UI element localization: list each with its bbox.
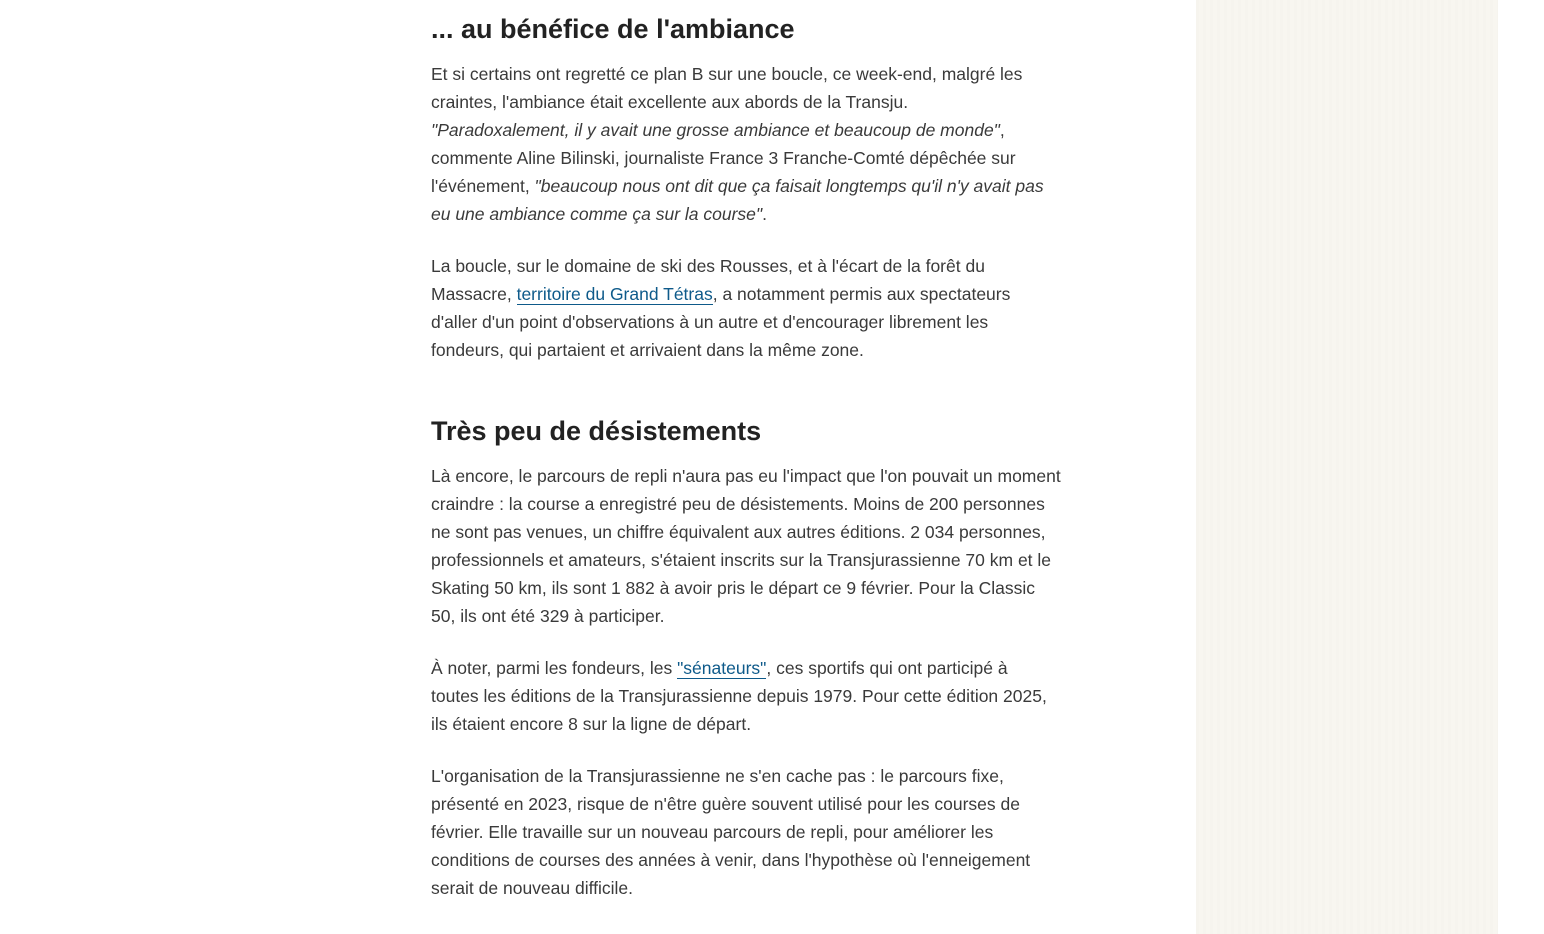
link-senateurs[interactable]: "sénateurs" [677, 658, 767, 678]
paragraph-text: La boucle, sur le domaine de ski des Rousses, et à l'écart de la forêt du Massacre, [431, 256, 985, 304]
paragraph-ambiance [431, 60, 1051, 228]
sidebar-rail [1196, 0, 1498, 934]
paragraph-desistements: Là encore, le parcours de repli n'aura pas eu l'impact que l'on pouvait un moment craindre : la course a enregistré peu de désistements. Moins de 200 personnes ne sont pas venues, un chiffre équivalent aux autres éditions. 2 034 personnes, professionnels et amateurs, s'étaient inscrits sur la Transjurassienne 70 km et le Skating 50 km, ils sont 1 882 à avoir pris le départ ce 9 février. Pour la Classic 50, ils ont été 329 à participer. [431, 466, 1061, 626]
quote-text: "Paradoxalement, il y avait une grosse ambiance et beaucoup de monde" [431, 120, 1000, 140]
quote-text: "beaucoup nous ont dit que ça faisait longtemps qu'il n'y avait pas eu une ambiance comme ça sur la course" [431, 176, 1044, 224]
paragraph-text: , a notamment permis aux spectateurs d'aller d'un point d'observations à un autre et d'encourager librement les fondeurs, qui partaient et arrivaient dans la même zone. [431, 284, 1011, 360]
section-heading-ambiance: ... au bénéfice de l'ambiance [431, 14, 795, 44]
paragraph-text: À noter, parmi les fondeurs, les [431, 658, 678, 678]
paragraph-text: , commente Aline Bilinski, journaliste France 3 Franche-Comté dépêchée sur l'événement, [431, 120, 1016, 196]
paragraph-senateurs [431, 654, 1051, 738]
section-heading-desistements: Très peu de désistements [431, 416, 762, 446]
paragraph-boucle [431, 252, 1051, 364]
paragraph-text: , ces sportifs qui ont participé à toutes les éditions de la Transjurassienne depuis 1979. Pour cette édition 2025, ils étaient encore 8 sur la ligne de départ. [431, 658, 1047, 734]
paragraph-text: . [762, 204, 767, 224]
paragraph-organisation: L'organisation de la Transjurassienne ne s'en cache pas : le parcours fixe, présenté en 2023, risque de n'être guère souvent utilisé pour les courses de février. Elle travaille sur un nouveau parcours de repli, pour améliorer les conditions de courses des années à venir, dans l'hypothèse où l'enneigement serait de nouveau difficile. [431, 766, 1031, 898]
paragraph-text: Et si certains ont regretté ce plan B sur une boucle, ce week-end, malgré les craintes, l'ambiance était excellente aux abords de la Transju. [431, 64, 1023, 112]
link-grand-tetras[interactable]: territoire du Grand Tétras [516, 284, 713, 304]
